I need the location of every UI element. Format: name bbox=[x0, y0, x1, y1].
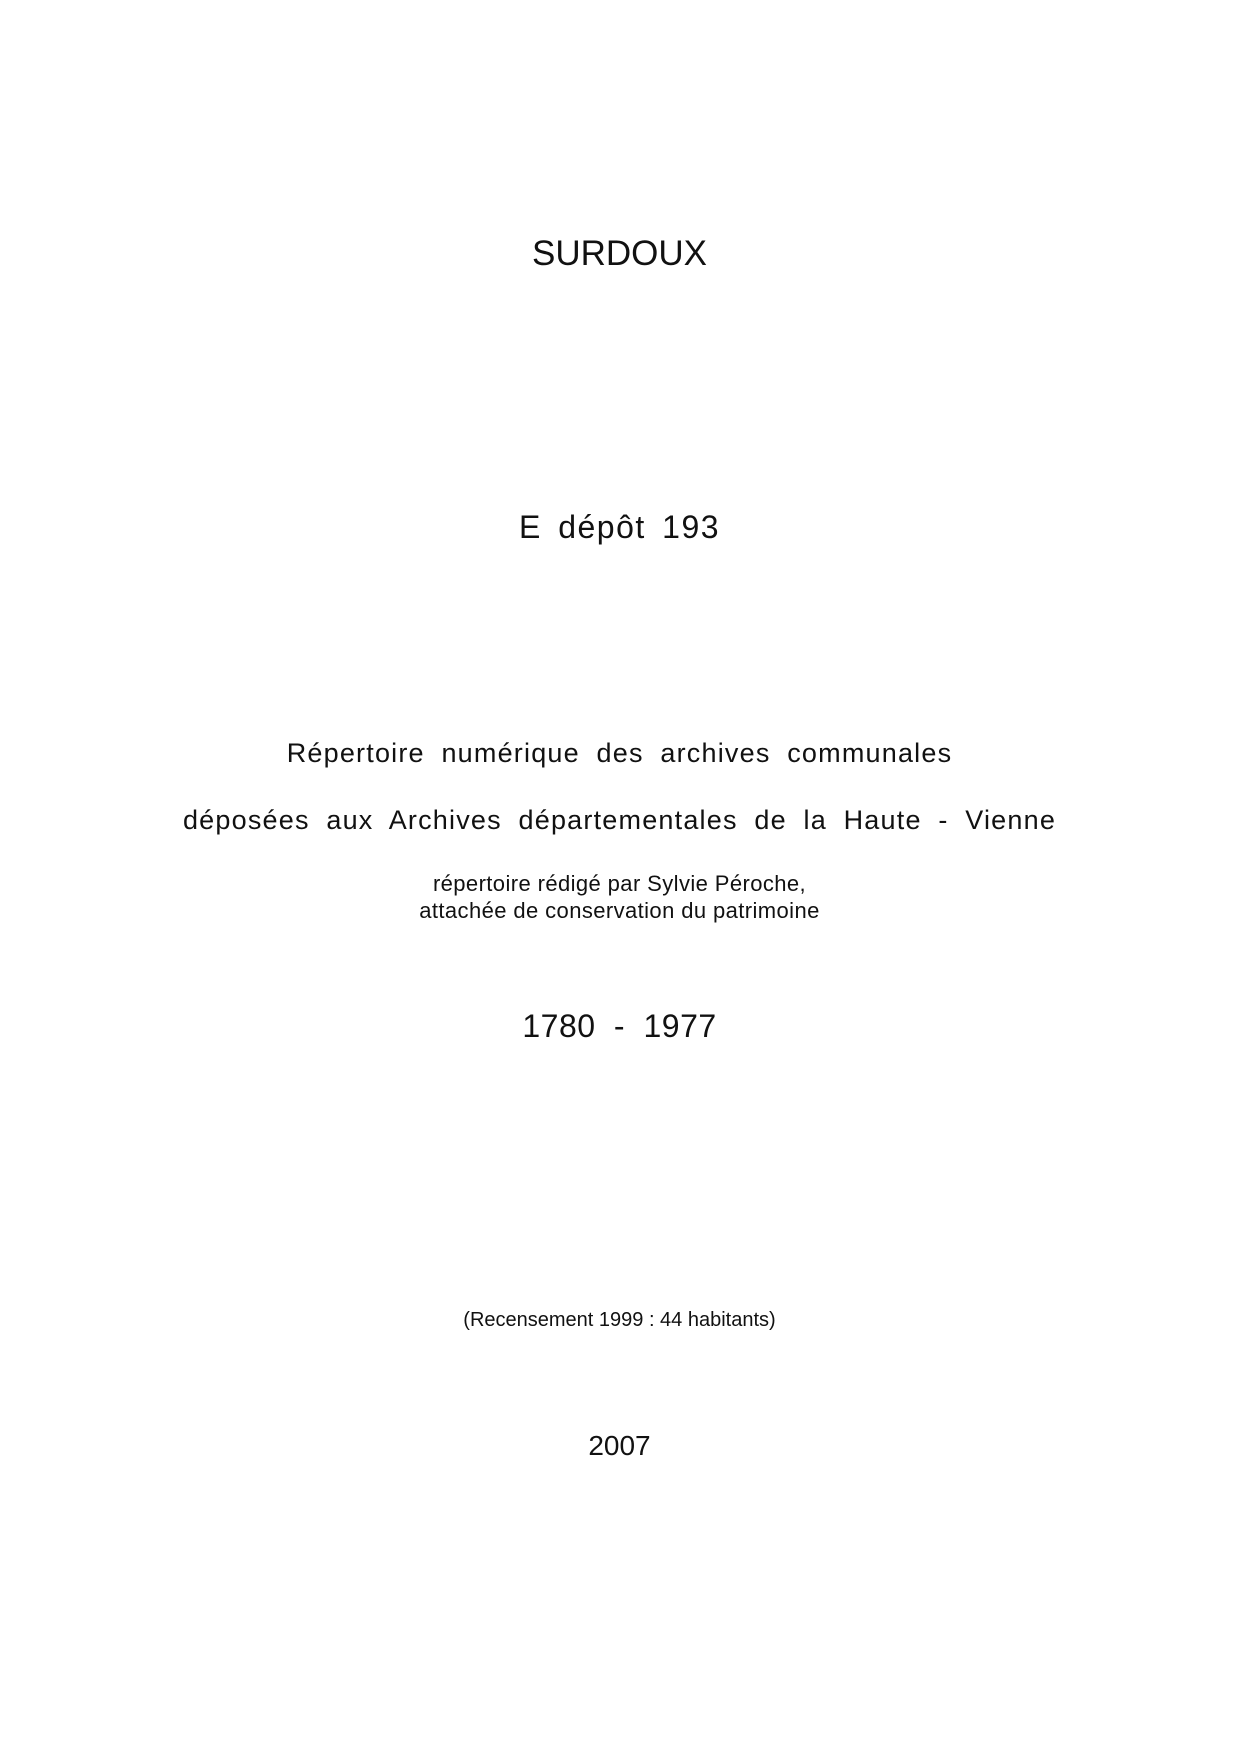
title-line-1: Répertoire numérique des archives communales bbox=[286, 738, 953, 768]
depot-reference: E dépôt 193 bbox=[518, 509, 721, 545]
date-range: 1780 - 1977 bbox=[522, 1008, 717, 1044]
publication-year: 2007 bbox=[588, 1430, 651, 1461]
title-line-2: déposées aux Archives départementales de la Haute - Vienne bbox=[182, 805, 1057, 835]
author-line-1: répertoire rédigé par Sylvie Péroche, bbox=[432, 871, 807, 896]
commune-name: SURDOUX bbox=[531, 234, 708, 273]
census-note: (Recensement 1999 : 44 habitants) bbox=[463, 1309, 776, 1331]
author-line-2: attachée de conservation du patrimoine bbox=[419, 898, 820, 923]
